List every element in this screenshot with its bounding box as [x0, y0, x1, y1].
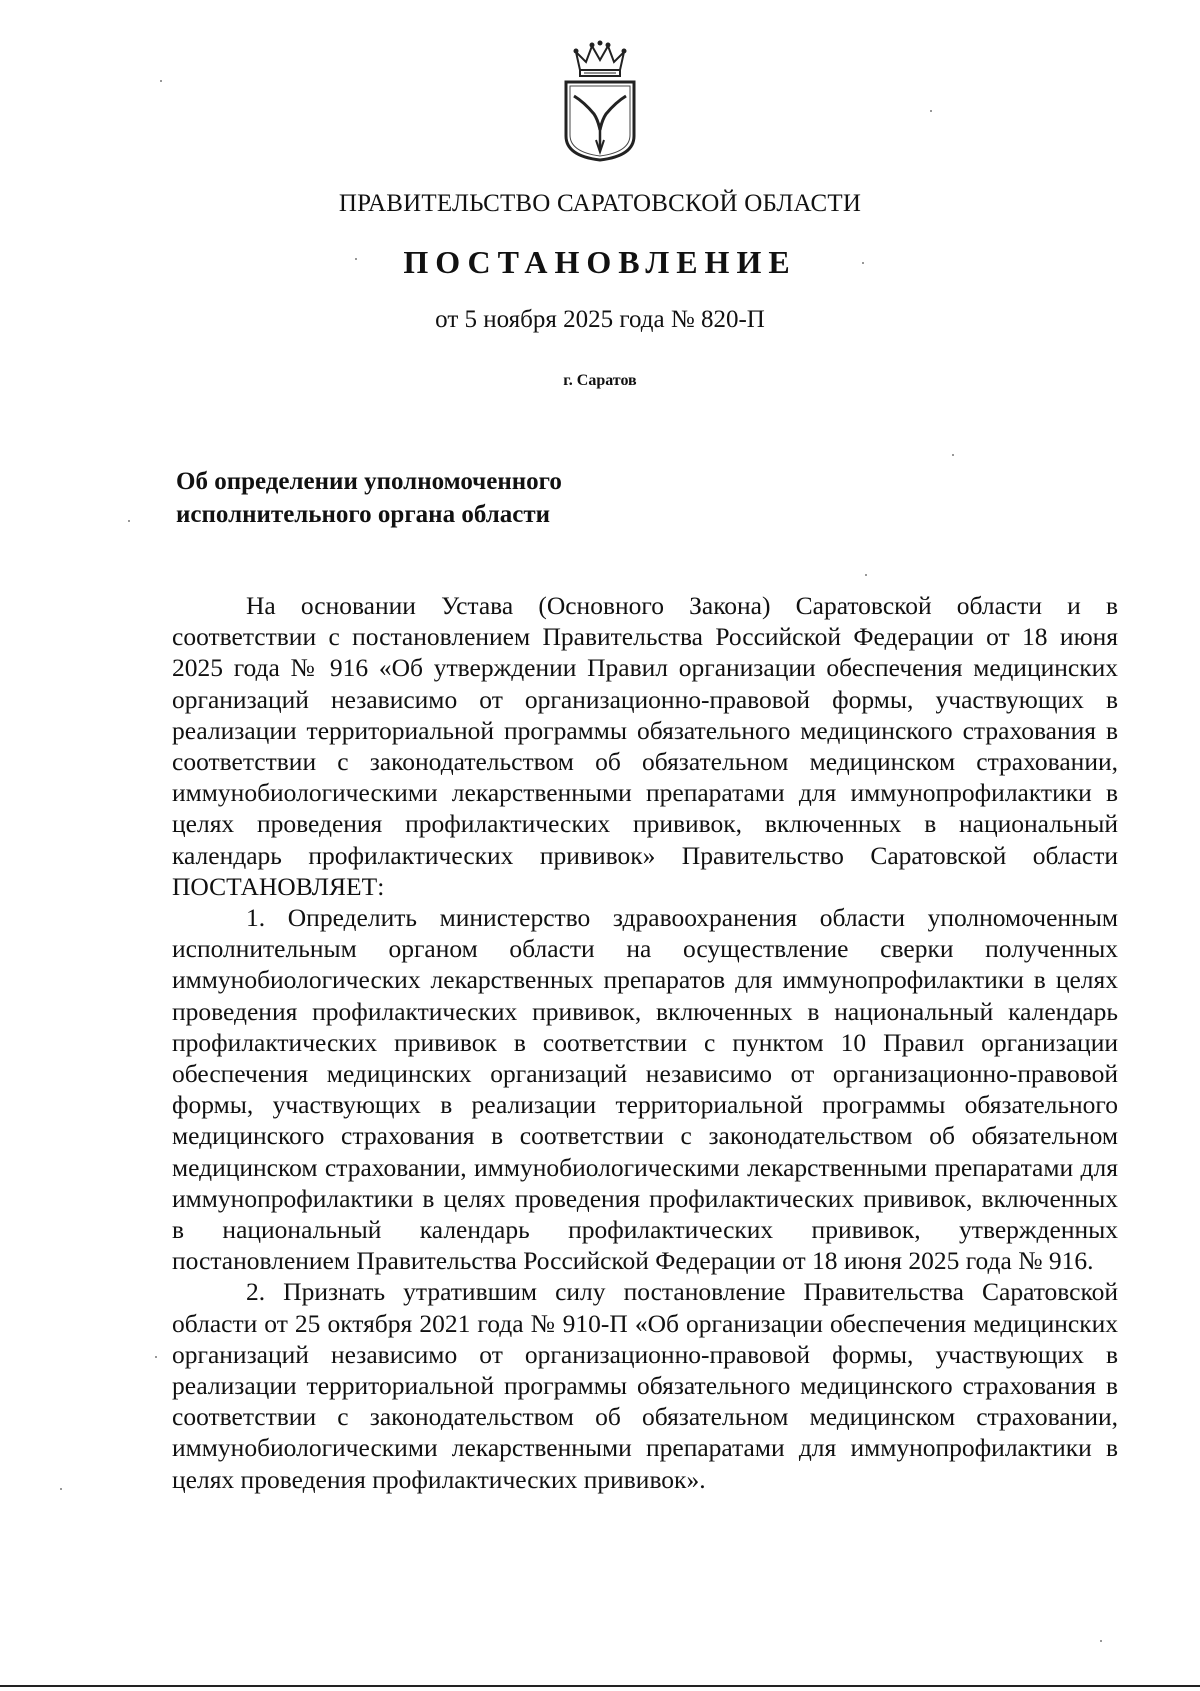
scan-speck: [155, 1356, 157, 1358]
saratov-coat-of-arms-icon: [558, 40, 642, 164]
document-type: ПОСТАНОВЛЕНИЕ: [403, 244, 797, 280]
scan-speck: [862, 262, 864, 264]
document-city: г. Саратов: [563, 372, 637, 389]
preamble-paragraph: На основании Устава (Основного Закона) Саратовской области и в соответствии с постановлением Правительства Российской Федерации от 18 июня 2025 года № 916 «Об утверждении Правил организации обеспечения медицинских организаций независимо от организационно-правовой формы, участвующих в реализации территориальной программы обязательного медицинского страхования в соответствии с законодательством об обязательном медицинском страховании, иммунобиологическими лекарственными препаратами для иммунопрофилактики в целях проведения профилактических прививок, включенных в национальный календарь профилактических прививок» Правительство Саратовской области ПОСТАНОВЛЯЕТ:: [172, 591, 1118, 901]
subject-line-1: Об определении уполномоченного: [176, 468, 562, 495]
scan-speck: [160, 80, 162, 82]
document-body: [172, 590, 1118, 1495]
scan-speck: [60, 1488, 62, 1490]
subject-line-2: исполнительного органа области: [176, 501, 551, 528]
scan-speck: [952, 454, 954, 456]
scan-speck: [865, 574, 867, 576]
document-subject: [176, 465, 776, 531]
organization-name: ПРАВИТЕЛЬСТВО САРАТОВСКОЙ ОБЛАСТИ: [338, 190, 862, 217]
scan-speck: [930, 110, 932, 112]
document-date-number: от 5 ноября 2025 года № 820-П: [435, 306, 765, 333]
item-2-paragraph: 2. Признать утратившим силу постановление Правительства Саратовской области от 25 октября 2021 года № 910-П «Об организации обеспечения медицинских организаций независимо от организационно-правовой формы, участвующих в реализации территориальной программы обязательного медицинского страхования в соответствии с законодательством об обязательном медицинском страховании, иммунобиологическими лекарственными препаратами для иммунопрофилактики в целях проведения профилактических прививок».: [172, 1277, 1118, 1494]
scan-speck: [128, 520, 130, 522]
scan-speck: [1100, 1640, 1102, 1642]
scan-speck: [355, 258, 357, 260]
item-1-paragraph: 1. Определить министерство здравоохранения области уполномоченным исполнительным органом области на осуществление сверки полученных иммунобиологических лекарственных препаратов для иммунопрофилактики в целях проведения профилактических прививок, включенных в национальный календарь профилактических прививок в соответствии с пунктом 10 Правил организации обеспечения медицинских организаций независимо от организационно-правовой формы, участвующих в реализации территориальной программы обязательного медицинского страхования в соответствии с законодательством об обязательном медицинском страховании, иммунобиологическими лекарственными препаратами для иммунопрофилактики в целях проведения профилактических прививок, включенных в национальный календарь профилактических прививок, утвержденных постановлением Правительства Российской Федерации от 18 июня 2025 года № 916.: [172, 903, 1118, 1276]
scan-bottom-edge: [0, 1685, 1200, 1687]
